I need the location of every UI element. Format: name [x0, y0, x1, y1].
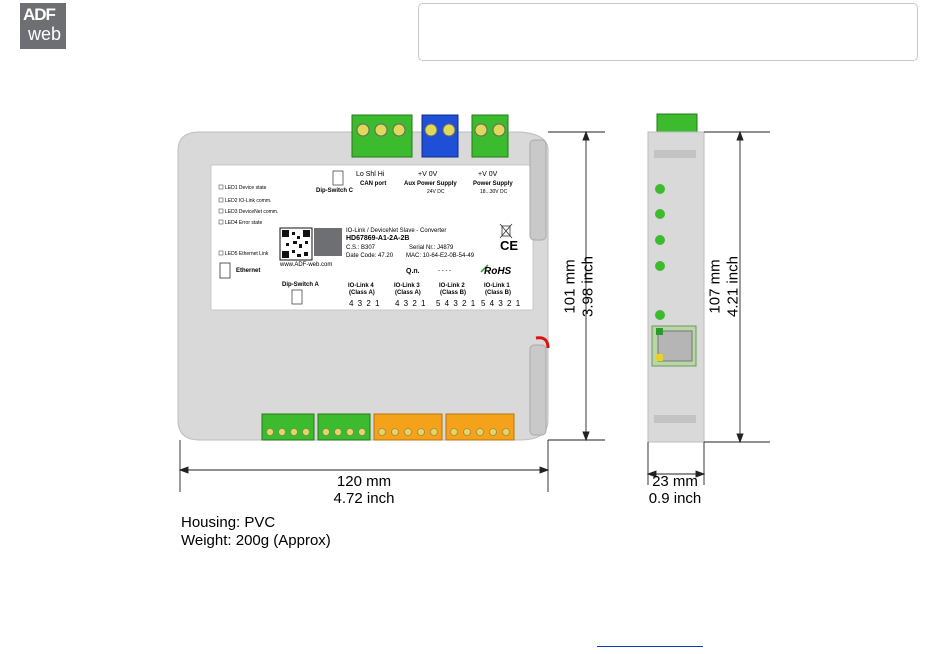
front-height-mm: 101 mm [561, 259, 579, 314]
iolink1-name: IO-Link 1 [484, 283, 510, 289]
ce-mark: CE [500, 238, 519, 253]
aux-label: Aux Power Supply [404, 181, 457, 187]
housing-spec: Housing: PVC [181, 514, 276, 531]
rohs-mark: RoHS [484, 266, 512, 277]
front-height-inch: 3.98 inch [579, 256, 597, 317]
logo-text-web: web [28, 24, 62, 44]
led4-label: LED4 Error state [225, 220, 263, 226]
led3-label: LED3 DeviceNet comm. [225, 209, 279, 215]
side-height-inch: 4.21 inch [724, 256, 742, 317]
logo-text-adf: ADF [23, 5, 55, 24]
ethernet-label: Ethernet [236, 268, 261, 274]
pwr-label: Power Supply [473, 181, 513, 187]
can-port-label: CAN port [360, 181, 387, 187]
product-code: HD67869-A1-2A-2B [346, 235, 410, 242]
date-code-label: Date Code: 47.20 [346, 253, 394, 259]
iolink2-class: (Class B) [440, 290, 467, 296]
iolink4-class: (Class A) [349, 290, 375, 296]
iolink1-pins: 5 4 3 2 1 [481, 299, 522, 308]
serial-label: Serial Nr.: J4879 [409, 245, 454, 251]
aux-sub: 24V DC [427, 189, 445, 195]
website-label: www.ADF-web.com [280, 262, 333, 268]
top-terminals [352, 115, 508, 157]
cs-label: C.S.: B307 [346, 245, 376, 251]
side-width-inch: 0.9 inch [648, 490, 702, 507]
iolink3-class: (Class A) [395, 290, 421, 296]
side-height-mm: 107 mm [706, 259, 724, 314]
front-width-inch: 4.72 inch [333, 490, 395, 507]
iolink2-name: IO-Link 2 [439, 283, 465, 289]
led5-label: LED5 Ethernet Link [225, 251, 269, 257]
dip-switch-c-label: Dip-Switch C [316, 188, 353, 194]
pwr-sub: 18...30V DC [480, 189, 508, 195]
led1-label: LED1 Device state [225, 185, 267, 191]
weight-spec: Weight: 200g (Approx) [181, 532, 331, 549]
footer-link[interactable] [597, 646, 703, 647]
pwr-pins: +V 0V [478, 171, 498, 178]
qn-label: Q.n. [406, 268, 420, 275]
side-width-mm: 23 mm [652, 473, 698, 490]
can-pins: Lo Shl Hi [356, 171, 385, 178]
qn-value: - - - - [438, 268, 451, 274]
iolink4-pins: 4 3 2 1 [349, 299, 381, 308]
led2-label: LED2 IO-Link comm. [225, 198, 272, 204]
product-title: IO-Link / DeviceNet Slave - Converter [346, 228, 447, 234]
iolink1-class: (Class B) [485, 290, 512, 296]
dip-switch-a-label: Dip-Switch A [282, 282, 319, 288]
iolink2-pins: 5 4 3 2 1 [436, 299, 477, 308]
iolink4-name: IO-Link 4 [348, 283, 374, 289]
iolink3-name: IO-Link 3 [394, 283, 420, 289]
aux-pins: +V 0V [418, 171, 438, 178]
bottom-terminals [262, 414, 514, 440]
front-width-mm: 120 mm [336, 473, 392, 490]
mac-label: MAC: 10-64-E2-0B-54-49 [406, 253, 475, 259]
iolink3-pins: 4 3 2 1 [395, 299, 427, 308]
side-housing [648, 114, 704, 442]
